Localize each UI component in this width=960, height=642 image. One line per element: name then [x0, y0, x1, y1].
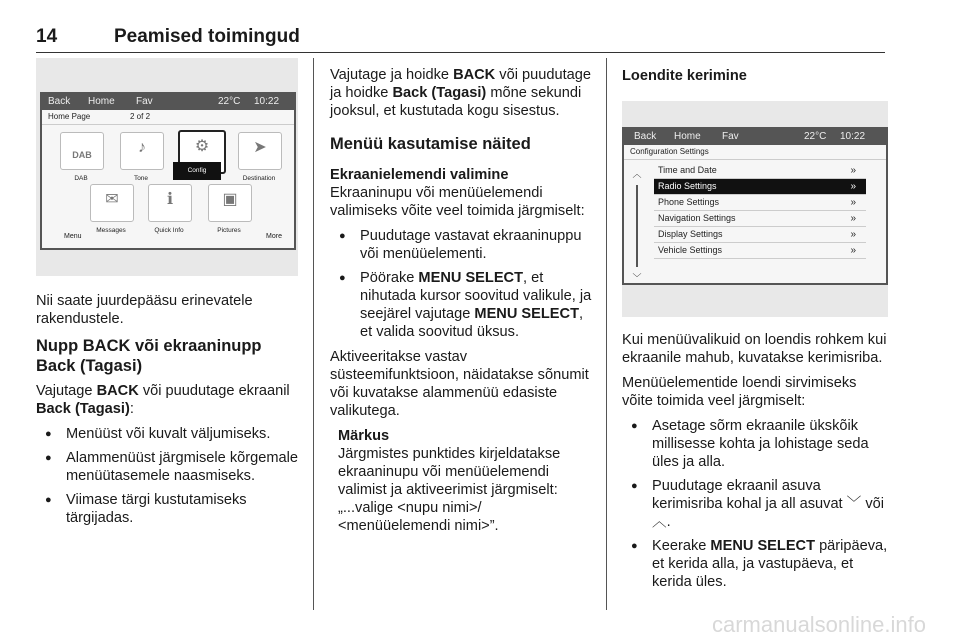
temperature: 22°C: [218, 96, 241, 107]
tile-dab[interactable]: [60, 132, 104, 170]
list-item: ● Pöörake MENU SELECT, et nihutada kursor soovitud valikule, ja seejärel vajutage MENU SELECT, et valida soovitud üksus.: [330, 269, 592, 341]
temperature: 22°C: [804, 131, 827, 142]
sub-heading: Ekraanielemendi valimine: [330, 167, 509, 183]
fav-button[interactable]: Fav: [136, 96, 153, 107]
bullet-list: [622, 417, 888, 591]
list-item[interactable]: Time and Date »: [654, 163, 866, 179]
info-icon: ℹ: [166, 191, 174, 208]
section-heading: Nupp BACK või ekraaninupp Back (Tagasi): [36, 337, 262, 375]
list-item[interactable]: Display Settings »: [654, 227, 866, 243]
screen-title: Home Page: [48, 112, 91, 121]
bullet-list: [36, 425, 298, 527]
chevron-right-icon: »: [850, 165, 856, 176]
page-number: 14: [36, 26, 58, 47]
list-item[interactable]: Vehicle Settings »: [654, 243, 866, 259]
back-button[interactable]: Back: [48, 96, 71, 107]
paragraph: Aktiveeritakse vastav süsteemifunktsioon, näidatakse sõnumit või kuvatakse alammenüü edasiste valikutega.: [330, 349, 589, 419]
tile-tone[interactable]: [120, 132, 164, 170]
chevron-right-icon: »: [850, 245, 856, 256]
tile-label: DAB: [74, 175, 88, 182]
tile-label: Messages: [96, 227, 126, 234]
chevron-right-icon: »: [850, 197, 856, 208]
scroll-up-icon[interactable]: ︿: [632, 169, 642, 179]
screen-subbar: [624, 145, 886, 160]
watermark: carmanualsonline.info: [711, 612, 926, 637]
paragraph: Vajutage BACK või puudutage ekraanil Back (Tagasi):: [36, 383, 290, 417]
list-item: ● Keerake MENU SELECT päripäeva, et kerida alla, ja vastupäeva, et kerida üles.: [622, 537, 888, 591]
chevron-right-icon: »: [850, 181, 856, 192]
chevron-right-icon: »: [850, 229, 856, 240]
list-item: ● Puudutage ekraanil asuva kerimisriba kohal ja all asuvat ﹀ või ︿.: [622, 477, 888, 531]
paragraph: Ekraaninupu või menüüelemendi valimiseks võite veel toimida järgmiselt:: [330, 185, 585, 219]
list-item: ● Viimase tärgi kustutamiseks tärgijadas.: [36, 491, 298, 527]
list-item[interactable]: Navigation Settings »: [654, 211, 866, 227]
screen-title: Configuration Settings: [630, 147, 709, 156]
gear-icon: ⚙: [194, 138, 210, 155]
settings-screen-figure: [622, 101, 888, 317]
page-title: Peamised toimingud: [114, 26, 300, 47]
back-button[interactable]: Back: [634, 131, 657, 142]
scroll-track[interactable]: [636, 185, 638, 267]
column-divider: [313, 58, 314, 610]
note-title: Märkus: [338, 428, 390, 444]
pictures-icon: ▣: [222, 191, 238, 208]
intro-text: Nii saate juurdepääsu erinevatele rakendustele.: [36, 293, 253, 327]
chevron-right-icon: »: [850, 213, 856, 224]
list-item[interactable]: Phone Settings »: [654, 195, 866, 211]
destination-icon: ➤: [253, 139, 267, 156]
column-3: [622, 58, 888, 598]
tile-messages[interactable]: [90, 184, 134, 222]
tile-label: Tone: [133, 175, 149, 182]
chevron-down-icon: ﹀: [846, 496, 862, 512]
list-item: ● Puudutage vastavat ekraaninuppu või menüüelementi.: [330, 227, 592, 263]
home-button[interactable]: Home: [674, 131, 701, 142]
more-button[interactable]: More: [266, 233, 282, 240]
scrollbar[interactable]: [632, 165, 642, 283]
list-item: ● Alammenüüst järgmisele kõrgemale menüütasemele naasmiseks.: [36, 449, 298, 485]
fav-button[interactable]: Fav: [722, 131, 739, 142]
home-button[interactable]: Home: [88, 96, 115, 107]
dab-icon: DAB: [72, 150, 92, 160]
paragraph: Vajutage ja hoidke BACK või puudutage ja hoidke Back (Tagasi) mõne sekundi jooksul, et kustutada kogu sisestus.: [330, 67, 591, 119]
paragraph: Kui menüüvalikuid on loendis rohkem kui ekraanile mahub, kuvatakse kerimisriba.: [622, 332, 887, 366]
list-item-selected[interactable]: Radio Settings »: [654, 179, 866, 195]
screen-topbar: [42, 94, 294, 110]
tile-label-selected: Config: [173, 162, 221, 180]
section-heading: Loendite kerimine: [622, 68, 747, 84]
tile-pictures[interactable]: [208, 184, 252, 222]
clock: 10:22: [840, 131, 866, 142]
messages-icon: ✉: [105, 191, 119, 208]
settings-list: [654, 163, 866, 259]
menu-button[interactable]: Menu: [64, 233, 82, 240]
clock: 10:22: [254, 96, 280, 107]
page-indicator: 2 of 2: [130, 112, 151, 121]
note-text: Järgmistes punktides kirjeldatakse ekraaninupu või menüüelemendi valimist ja aktiveerimist järgmiselt: „...valige <nupu nimi>/ <menüüelemendi nimi>”.: [338, 446, 561, 534]
bullet-list: [330, 227, 592, 341]
column-1: [36, 58, 298, 534]
settings-screen: [622, 127, 888, 285]
tile-label: Destination: [242, 175, 276, 182]
column-divider: [606, 58, 607, 610]
home-screen-figure: [36, 58, 298, 276]
tone-icon: ♪: [138, 139, 146, 156]
note-box: [330, 427, 592, 535]
section-heading: Menüü kasutamise näited: [330, 135, 531, 153]
tile-label: Quick Info: [154, 227, 184, 234]
home-screen: [40, 92, 296, 250]
tile-quick-info[interactable]: [148, 184, 192, 222]
paragraph: Menüüelementide loendi sirvimiseks võite toimida veel järgmiselt:: [622, 375, 857, 409]
chevron-up-icon: ︿: [652, 514, 667, 530]
page-header: [36, 26, 885, 53]
list-item: ● Menüüst või kuvalt väljumiseks.: [36, 425, 298, 443]
screen-subbar: [42, 110, 294, 125]
list-item: ● Asetage sõrm ekraanile ükskõik millisesse kohta ja lohistage seda üles ja alla.: [622, 417, 888, 471]
tile-destination[interactable]: [238, 132, 282, 170]
column-2: [330, 58, 592, 535]
tile-label: Pictures: [217, 227, 241, 234]
scroll-down-icon[interactable]: ﹀: [632, 273, 642, 283]
screen-topbar: [624, 129, 886, 145]
